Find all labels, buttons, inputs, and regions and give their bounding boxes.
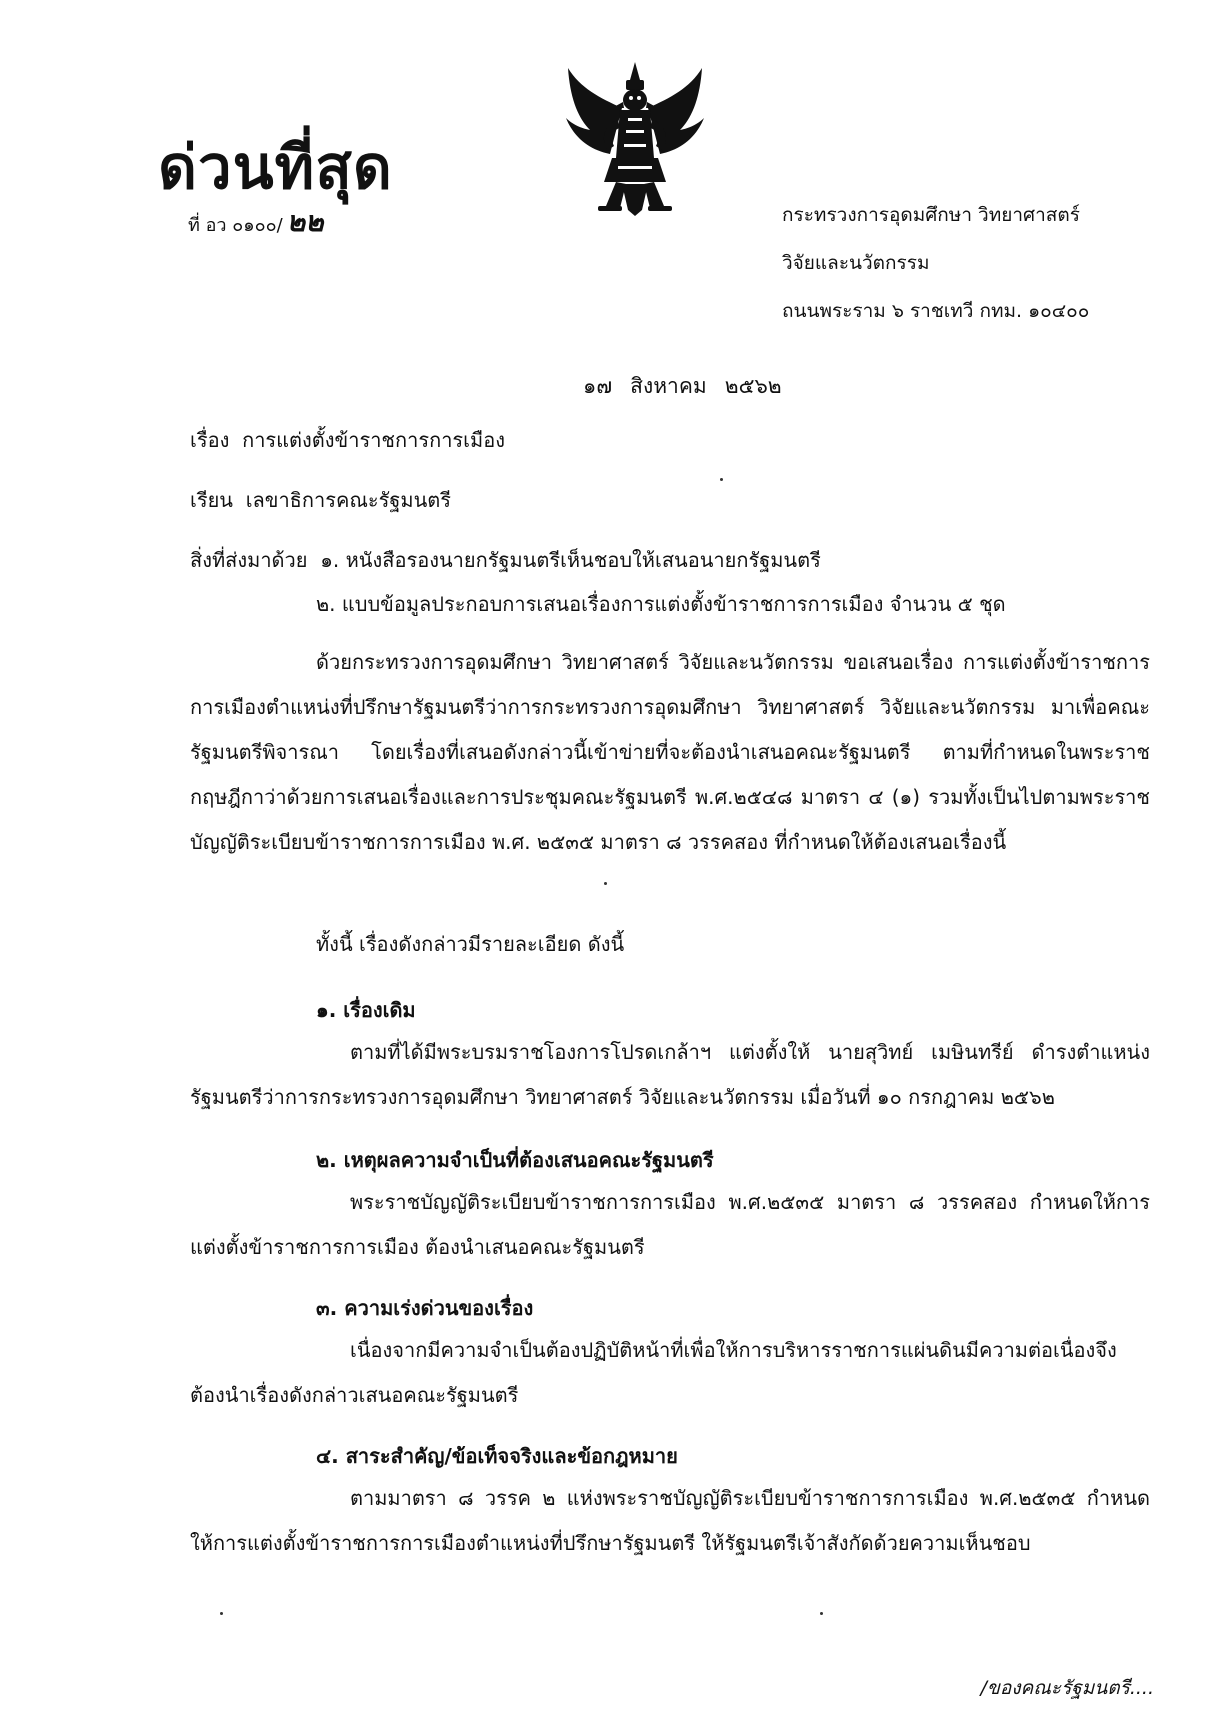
section-1-body bbox=[190, 1030, 1150, 1120]
subject-line bbox=[190, 424, 505, 456]
document-date bbox=[583, 370, 800, 403]
reference-prefix: ที่ อว ๐๑๐๐/ bbox=[188, 215, 283, 236]
scan-speck bbox=[820, 1612, 823, 1615]
subject-text: การแต่งตั้งข้าราชการการเมือง bbox=[242, 428, 505, 452]
addressee-line bbox=[190, 484, 451, 516]
enclosure-item: ๑. หนังสือรองนายกรัฐมนตรีเห็นชอบให้เสนอนายกรัฐมนตรี bbox=[320, 548, 821, 572]
section-2-body bbox=[190, 1180, 1150, 1270]
scan-speck bbox=[720, 478, 723, 481]
section-3-text: เนื่องจากมีความจำเป็นต้องปฏิบัติหน้าที่เพื่อให้การบริหารราชการแผ่นดินมีความต่อเนื่องจึงต้องนำเรื่องดังกล่าวเสนอคณะรัฐมนตรี bbox=[190, 1338, 1117, 1407]
section-3-heading: ๓. ความเร่งด่วนของเรื่อง bbox=[316, 1296, 534, 1320]
intro-text: ด้วยกระทรวงการอุดมศึกษา วิทยาศาสตร์ วิจัยและนวัตกรรม ขอเสนอเรื่อง การแต่งตั้งข้าราชการการเมืองตำแหน่งที่ปรึกษารัฐมนตรีว่าการกระทรวงการอุดมศึกษา วิทยาศาสตร์ วิจัยและนวัตกรรม มาเพื่อคณะรัฐมนตรีพิจารณา โดยเรื่องที่เสนอดังกล่าวนี้เข้าข่ายที่จะต้องนำเสนอคณะรัฐมนตรี ตามที่กำหนดในพระราชกฤษฎีกาว่าด้วยการเสนอเรื่องและการประชุมคณะรัฐมนตรี พ.ศ.๒๕๔๘ มาตรา ๔ (๑) รวมทั้งเป็นไปตามพระราชบัญญัติระเบียบข้าราชการการเมือง พ.ศ. ๒๕๓๕ มาตรา ๘ วรรคสอง ที่กำหนดให้ต้องเสนอเรื่องนี้ bbox=[190, 650, 1150, 854]
intro-paragraph bbox=[190, 640, 1150, 865]
date-month: สิงหาคม bbox=[630, 374, 707, 398]
subject-label: เรื่อง bbox=[190, 428, 230, 452]
reference-handwritten-number: ๒๒ bbox=[286, 205, 324, 238]
section-1-text: ตามที่ได้มีพระบรมราชโองการโปรดเกล้าฯ แต่งตั้งให้ นายสุวิทย์ เมษินทรีย์ ดำรงตำแหน่งรัฐมนตรีว่าการกระทรวงการอุดมศึกษา วิทยาศาสตร์ วิจัยและนวัตกรรม เมื่อวันที่ ๑๐ กรกฎาคม ๒๕๖๒ bbox=[190, 1040, 1150, 1109]
section-1-heading: ๑. เรื่องเดิม bbox=[316, 998, 416, 1022]
addressee-text: เลขาธิการคณะรัฐมนตรี bbox=[245, 488, 452, 512]
ministry-name-line1: กระทรวงการอุดมศึกษา วิทยาศาสตร์ bbox=[782, 204, 1080, 226]
page-continuation: /ของคณะรัฐมนตรี.... bbox=[980, 1677, 1154, 1699]
enclosures-label: สิ่งที่ส่งมาด้วย bbox=[190, 548, 308, 572]
garuda-emblem-icon bbox=[560, 58, 710, 218]
details-intro: ทั้งนี้ เรื่องดังกล่าวมีรายละเอียด ดังนี้ bbox=[316, 932, 625, 956]
section-4-text: ตามมาตรา ๘ วรรค ๒ แห่งพระราชบัญญัติระเบียบข้าราชการการเมือง พ.ศ.๒๕๓๕ กำหนดให้การแต่งตั้งข้าราชการการเมืองตำแหน่งที่ปรึกษารัฐมนตรี ให้รัฐมนตรีเจ้าสังกัดด้วยความเห็นชอบ bbox=[190, 1486, 1150, 1555]
enclosures-line bbox=[190, 544, 821, 576]
date-year: ๒๕๖๒ bbox=[724, 374, 782, 398]
section-3-body bbox=[190, 1328, 1150, 1418]
reference-number bbox=[188, 200, 324, 244]
scan-speck bbox=[604, 882, 607, 885]
enclosure-item: ๒. แบบข้อมูลประกอบการเสนอเรื่องการแต่งตั้งข้าราชการการเมือง จำนวน ๕ ชุด bbox=[316, 592, 1006, 616]
section-2-text: พระราชบัญญัติระเบียบข้าราชการการเมือง พ.ศ.๒๕๓๕ มาตรา ๘ วรรคสอง กำหนดให้การแต่งตั้งข้าราชการการเมือง ต้องนำเสนอคณะรัฐมนตรี bbox=[190, 1190, 1150, 1259]
scan-speck bbox=[220, 1612, 223, 1615]
section-4-heading: ๔. สาระสำคัญ/ข้อเท็จจริงและข้อกฎหมาย bbox=[316, 1444, 678, 1468]
addressee-label: เรียน bbox=[190, 488, 233, 512]
ministry-name-line2: วิจัยและนวัตกรรม bbox=[782, 252, 930, 274]
date-day: ๑๗ bbox=[583, 374, 613, 398]
section-2-heading: ๒. เหตุผลความจำเป็นที่ต้องเสนอคณะรัฐมนตรี bbox=[316, 1148, 714, 1172]
ministry-address: ถนนพระราม ๖ ราชเทวี กทม. ๑๐๔๐๐ bbox=[782, 300, 1090, 322]
section-4-body bbox=[190, 1476, 1150, 1566]
urgency-stamp: ด่วนที่สุด bbox=[158, 133, 393, 203]
